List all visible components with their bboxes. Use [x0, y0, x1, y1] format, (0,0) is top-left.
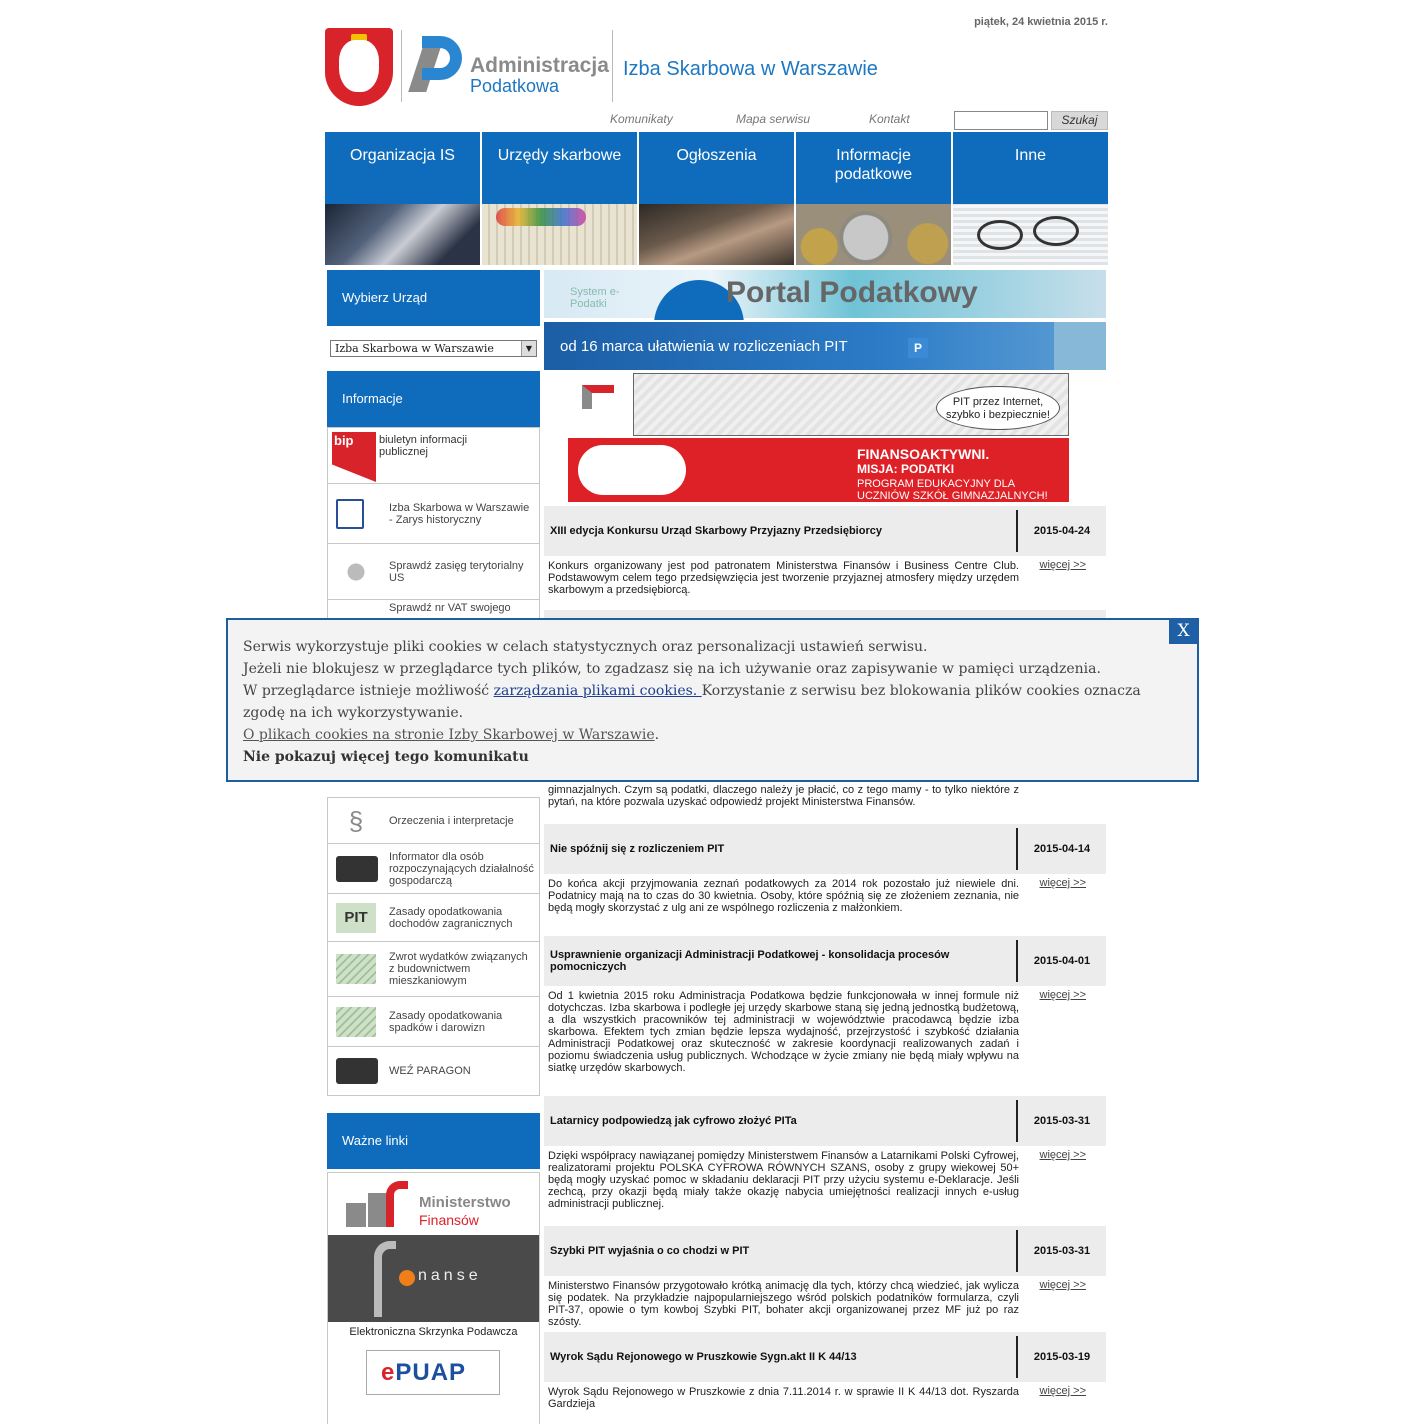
news-date: 2015-03-19 [1033, 1351, 1091, 1363]
nav-label: Ogłoszenia [676, 147, 757, 164]
site-title[interactable]: Izba Skarbowa w Warszawie [623, 58, 878, 80]
news-date: 2015-04-14 [1033, 843, 1091, 855]
portal-podatkowy-banner[interactable]: System e-Podatki Portal Podatkowy [544, 270, 1106, 319]
bip-label: biuletyn informacji publicznej [379, 434, 468, 458]
nav-item-urzedy[interactable] [482, 132, 637, 265]
news-date: 2015-03-31 [1033, 1245, 1091, 1257]
pit-form-icon: PIT [336, 903, 376, 933]
sidebar-item-orzeczenia[interactable]: § Orzeczenia i interpretacje [328, 797, 539, 843]
news-title[interactable]: Nie spóźnij się z rozliczeniem PIT [550, 843, 725, 855]
important-links [327, 1172, 540, 1424]
news-item [544, 824, 1106, 914]
ministerstwo-finansow-link[interactable]: Ministerstwo Finansów [328, 1173, 539, 1235]
pit-ease-banner[interactable]: od 16 marca ułatwienia w rozliczeniach PIT P [544, 322, 1106, 370]
cookie-dismiss-button[interactable]: Nie pokazuj więcej tego komunikatu [243, 749, 529, 765]
nav-photo-keyboard [639, 204, 794, 265]
logo-text-administracja: Administracja [470, 54, 609, 77]
current-date: piątek, 24 kwietnia 2015 r. [974, 16, 1108, 28]
cookie-notice: X Serwis wykorzystuje pliki cookies w celach statystycznych oraz personalizacji ustawień serwisu. Jeżeli nie blokujesz w przeglądarce tych plików, to zgadzasz się na ich używanie oraz zapisywanie w pamięci urządzenia. W przeglądarce istnieje możliwość zarządzania plikami cookies. Korzystanie z serwisu bez blokowania plików cookies oznacza zgodę na ich wykorzystywanie. O plikach cookies na stronie Izby Skarbowej w Warszawie. Nie pokazuj więcej tego komunikatu [226, 618, 1199, 782]
map-pin-icon [336, 557, 376, 587]
sidebar-item-paragon[interactable]: WEŹ PARAGON [328, 1046, 539, 1095]
news-text: Konkurs organizowany jest pod patronatem Ministerstwa Finansów i Business Centre Club. Podstawowym celem tego przedsięwzięcia jest tworzenie przyjaznej atmosfery między urzędem skarbowym a przedsiębiorcą. [548, 560, 1019, 596]
news-item [544, 784, 1106, 808]
mf-logo-icon [346, 1181, 412, 1227]
administracja-podatkowa-logo[interactable] [412, 34, 464, 94]
cash-register-icon [336, 1058, 378, 1084]
main-nav [325, 132, 1108, 265]
nav-label: Urzędy skarbowe [497, 147, 622, 164]
news-title[interactable]: Usprawnienie organizacji Administracji Podatkowej - konsolidacja procesów pomocniczych [550, 949, 950, 973]
news-text: Wyrok Sądu Rejonowego w Pruszkowie z dnia 7.11.2014 r. w sprawie II K 44/13 dot. Ryszarda Gardzieja [548, 1386, 1019, 1410]
sidebar-item-zasieg[interactable]: Sprawdź zasięg terytorialny US [328, 543, 539, 599]
choose-office-heading: Wybierz Urząd [327, 270, 540, 326]
logo-text-podatkowa: Podatkowa [470, 76, 560, 96]
office-select[interactable] [330, 340, 537, 357]
search-input[interactable] [954, 111, 1048, 130]
chevron-down-icon[interactable]: ▼ [521, 341, 536, 356]
info-list-continued [327, 797, 540, 1096]
sidebar-item-vat[interactable]: Sprawdź nr VAT swojego [328, 599, 539, 619]
info-list [327, 427, 540, 620]
nav-item-ogloszenia[interactable] [639, 132, 794, 265]
building-icon [336, 499, 364, 529]
rocket-logo-icon [578, 445, 686, 495]
nav-item-informacje[interactable] [796, 132, 951, 265]
sidebar-item-spadki[interactable]: Zasady opodatkowania spadków i darowizn [328, 996, 539, 1046]
pit-przez-internet-banner[interactable]: PIT przez Internet, szybko i bezpiecznie! [568, 373, 1070, 436]
more-link[interactable]: więcej >> [1039, 989, 1086, 1001]
nav-label: Organizacja IS [350, 147, 455, 164]
polish-eagle-emblem [325, 28, 393, 106]
nav-label: Inne [1014, 147, 1047, 164]
cookie-line: Jeżeli nie blokujesz w przeglądarce tych plików, to zgadzasz się na ich używanie oraz zapisywanie w pamięci urządzenia. [243, 661, 1101, 677]
more-link[interactable]: więcej >> [1039, 877, 1086, 889]
important-links-heading: Ważne linki [327, 1113, 540, 1169]
news-item [544, 1226, 1106, 1328]
cash-register-icon [336, 856, 378, 882]
link-mapa-serwisu[interactable]: Mapa serwisu [736, 112, 811, 126]
news-title[interactable]: Szybki PIT wyjaśnia o co chodzi w PIT [550, 1245, 750, 1257]
news-date: 2015-04-01 [1033, 955, 1091, 967]
esp-label: Elektroniczna Skrzynka Podawcza [349, 1326, 518, 1338]
mf-logo-icon [568, 373, 633, 436]
news-text: Od 1 kwietnia 2015 roku Administracja Podatkowa będzie funkcjonowała w innej formule niż dotychczas. Izba skarbowa i podległe jej urzędy skarbowe staną się jedną jednostką budżetową, a dla wszystkich pracowników tej administracji w województwie pracodawcą będzie izba skarbowa. Efektem tych zmian będzie lepsza wydajność, przejrzystość i szybkość działania Administracji Podatkowej oraz skuteczność w zakresie koordynacji realizowanych zadań i poziomu świadczenia usług publicznych. Wchodzące w życie zmiany nie będą miały wpływu na siatkę urzędów skarbowych. [548, 990, 1019, 1074]
nav-item-inne[interactable] [953, 132, 1108, 265]
sidebar-item-zagraniczne[interactable]: PIT Zasady opodatkowania dochodów zagranicznych [328, 893, 539, 941]
link-komunikaty[interactable]: Komunikaty [610, 112, 673, 126]
news-text: Ministerstwo Finansów przygotowało krótką animację dla tych, którzy chcą wiedzieć, jak wylicza się podatek. Na przykładzie najpopularniejszego wśród polskich podatników formularza, czyli PIT-37, opowie o tym kowboj Szybki PIT, bohater akcji organizowanej przez MF już po raz szósty. [548, 1280, 1019, 1328]
more-link[interactable]: więcej >> [1039, 1279, 1086, 1291]
nav-photo-glasses [953, 204, 1108, 265]
sidebar-item-history[interactable]: Izba Skarbowa w Warszawie - Zarys historyczny [328, 483, 539, 543]
cookie-line: W przeglądarce istnieje możliwość zarządzania plikami cookies. Korzystanie z serwisu bez blokowania plików cookies oznacza zgodę na ich wykorzystywanie. [243, 683, 1141, 721]
news-text: gimnazjalnych. Czym są podatki, dlaczego należy je płacić, co z tego mamy - to tylko niektóre z pytań, na które pozwala uzyskać odpowiedź projekt Ministerstwa Finansów. [548, 784, 1019, 808]
sidebar-item-budownictwo[interactable]: Zwrot wydatków związanych z budownictwem mieszkaniowym [328, 941, 539, 996]
link-kontakt[interactable]: Kontakt [869, 112, 910, 126]
nav-item-organizacja[interactable] [325, 132, 480, 265]
epuap-link[interactable]: ePUAP [366, 1350, 500, 1395]
news-text: Dzięki współpracy nawiązanej pomiędzy Ministerstwem Finansów a Latarnikami Polski Cyfrowej, realizatorami projektu POLSKA CYFROWA RÓWNYCH SZANS, osoby z grupy wiekowej 50+ będą mogły uzyskać pomoc w składaniu deklaracji PIT przy użyciu systemu e-Deklaracje. Jeśli zechcą, przy okazji będą miały także okazję nabycia umiejętności realizacji innych e-usług administracji publicznej. [548, 1150, 1019, 1210]
news-title[interactable]: Wyrok Sądu Rejonowego w Pruszkowie Sygn.akt II K 44/13 [550, 1351, 857, 1363]
sidebar-item-bip[interactable]: bip biuletyn informacji publicznej [328, 427, 539, 483]
cookie-about-link[interactable]: O plikach cookies na stronie Izby Skarbowej w Warszawie [243, 727, 655, 743]
money-icon [336, 954, 376, 984]
search-button[interactable]: Szukaj [1051, 111, 1108, 130]
finansoaktywni-banner[interactable]: FINANSOAKTYWNI. MISJA: PODATKI PROGRAM EDUKACYJNY DLA UCZNIÓW SZKÓŁ GIMNAZJALNYCH! [568, 438, 1069, 502]
header-divider [401, 30, 402, 102]
header-divider [612, 30, 613, 102]
nav-label: Informacje podatkowe [834, 147, 913, 183]
news-text: Do końca akcji przyjmowania zeznań podatkowych za 2014 rok pozostało już niewiele dni. Podatnicy mają na to czas do 30 kwietnia. Osoby, które spóźnią się ze złożeniem zeznania, nie będą mogły skorzystać z ulg ani ze wspólnego rozliczenia z małżonkiem. [548, 878, 1019, 914]
info-heading: Informacje [327, 371, 540, 427]
news-item [544, 1096, 1106, 1210]
close-button[interactable]: X [1169, 619, 1198, 644]
finanse-logo-icon [374, 1241, 396, 1317]
mf-logo-icon [1054, 322, 1106, 370]
finanse-link[interactable]: nanse [328, 1235, 539, 1322]
news-title[interactable]: Latarnicy podpowiedzą jak cyfrowo złożyć PITa [550, 1115, 797, 1127]
news-item [544, 506, 1106, 596]
sidebar-item-informator[interactable]: Informator dla osób rozpoczynających działalność gospodarczą [328, 843, 539, 893]
news-date: 2015-04-24 [1033, 525, 1091, 537]
news-date: 2015-03-31 [1033, 1115, 1091, 1127]
office-select-value: Izba Skarbowa w Warszawie [335, 342, 494, 355]
news-item [544, 1332, 1106, 1410]
cookie-line: Serwis wykorzystuje pliki cookies w celach statystycznych oraz personalizacji ustawień serwisu. [243, 639, 928, 655]
news-title[interactable]: XIII edycja Konkursu Urząd Skarbowy Przyjazny Przedsiębiorcy [550, 525, 882, 537]
news-item [544, 936, 1106, 1074]
more-link[interactable]: więcej >> [1039, 1149, 1086, 1161]
money-icon [336, 1007, 376, 1037]
nav-photo-people [325, 204, 480, 265]
nav-photo-coins [796, 204, 951, 265]
paragraph-icon: § [348, 805, 364, 836]
nav-photo-paperclips [482, 204, 637, 265]
more-link[interactable]: więcej >> [1039, 1385, 1086, 1397]
cookie-management-link[interactable]: zarządzania plikami cookies. [493, 683, 702, 699]
more-link[interactable]: więcej >> [1039, 559, 1086, 571]
